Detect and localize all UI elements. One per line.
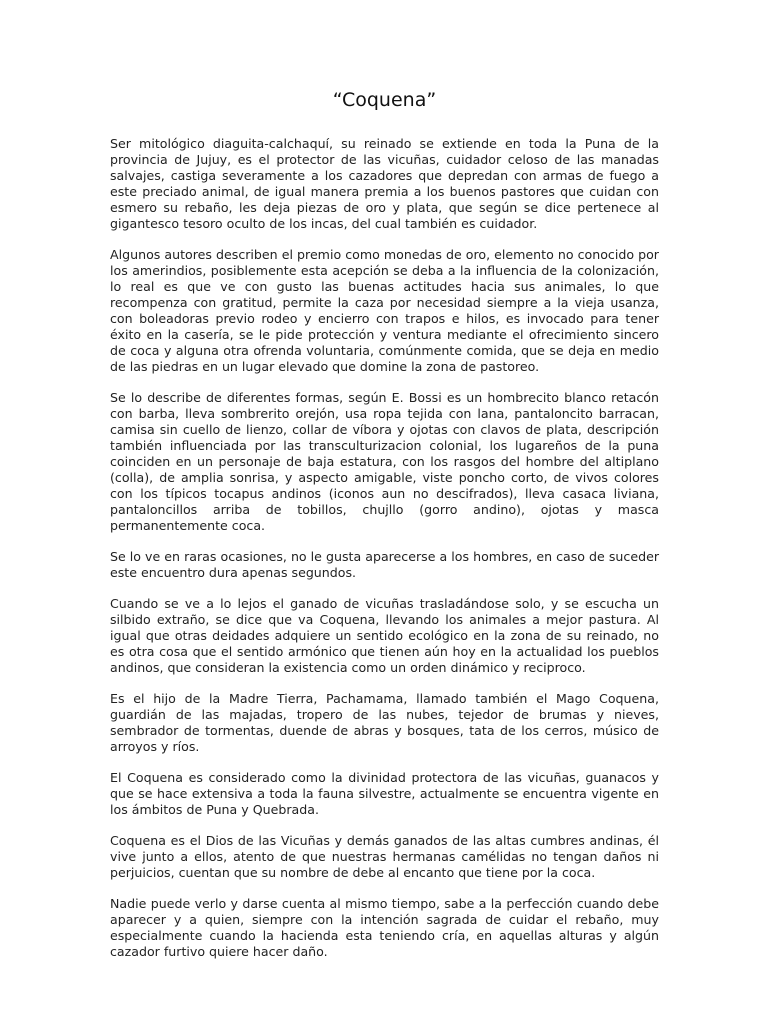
paragraph-2: Algunos autores describen el premio como monedas de oro, elemento no conocido por los amerindios, posiblemente esta acepción se deba a la influencia de la colonización, lo real es que ve con gusto las buenas actitudes hacia sus animales, lo que recompenza con gratitud, permite la caza por necesidad siempre a la vieja usanza, con boleadoras previo rodeo y encierro con trapos e hilos, es invocado para tener éxito en la casería, se le pide protección y ventura mediante el ofrecimiento sincero de coca y alguna otra ofrenda voluntaria, comúnmente comida, que se deja en medio de las piedras en un lugar elevado que domine la zona de pastoreo.: [110, 247, 659, 374]
paragraph-7: El Coquena es considerado como la divinidad protectora de las vicuñas, guanacos y que se hace extensiva a toda la fauna silvestre, actualmente se encuentra vigente en los ámbitos de Puna y Quebrada.: [110, 770, 659, 817]
paragraph-6: Es el hijo de la Madre Tierra, Pachamama, llamado también el Mago Coquena, guardián de las majadas, tropero de las nubes, tejedor de brumas y nieves, sembrador de tormentas, duende de abras y bosques, tata de los cerros, músico de arroyos y ríos.: [110, 691, 659, 754]
paragraph-8: Coquena es el Dios de las Vicuñas y demás ganados de las altas cumbres andinas, él vive junto a ellos, atento de que nuestras hermanas camélidas no tengan daños ni perjuicios, cuentan que su nombre de debe al encanto que tiene por la coca.: [110, 833, 659, 880]
paragraph-9: Nadie puede verlo y darse cuenta al mismo tiempo, sabe a la perfección cuando debe aparecer y a quien, siempre con la intención sagrada de cuidar el rebaño, muy especialmente cuando la hacienda esta teniendo cría, en aquellas alturas y algún cazador furtivo quiere hacer daño.: [110, 896, 659, 959]
document-page: [110, 88, 659, 975]
document-title: “Coquena”: [332, 89, 437, 111]
paragraph-3: Se lo describe de diferentes formas, según E. Bossi es un hombrecito blanco retacón con barba, lleva sombrerito orejón, usa ropa tejida con lana, pantaloncito barracan, camisa sin cuello de lienzo, collar de víbora y ojotas con clavos de plata, descripción también influenciada por las transculturizacion colonial, los lugareños de la puna coinciden en un personaje de baja estatura, con los rasgos del hombre del altiplano (colla), de amplia sonrisa, y aspecto amigable, viste poncho corto, de vivos colores con los típicos tocapus andinos (iconos aun no descifrados), lleva casaca liviana, pantaloncillos arriba de tobillos, chujllo (gorro andino), ojotas y masca permanentemente coca.: [110, 390, 659, 533]
paragraph-4: Se lo ve en raras ocasiones, no le gusta aparecerse a los hombres, en caso de suceder este encuentro dura apenas segundos.: [110, 549, 659, 580]
paragraph-5: Cuando se ve a lo lejos el ganado de vicuñas trasladándose solo, y se escucha un silbido extraño, se dice que va Coquena, llevando los animales a mejor pastura. Al igual que otras deidades adquiere un sentido ecológico en la zona de su reinado, no es otra cosa que el sentido armónico que tienen aún hoy en la actualidad los pueblos andinos, que consideran la existencia como un orden dinámico y reciproco.: [110, 596, 659, 675]
paragraph-1: Ser mitológico diaguita-calchaquí, su reinado se extiende en toda la Puna de la provincia de Jujuy, es el protector de las vicuñas, cuidador celoso de las manadas salvajes, castiga severamente a los cazadores que depredan con armas de fuego a este preciado animal, de igual manera premia a los buenos pastores que cuidan con esmero su rebaño, les deja piezas de oro y plata, que según se dice pertenece al gigantesco tesoro oculto de los incas, del cual también es cuidador.: [110, 136, 659, 231]
